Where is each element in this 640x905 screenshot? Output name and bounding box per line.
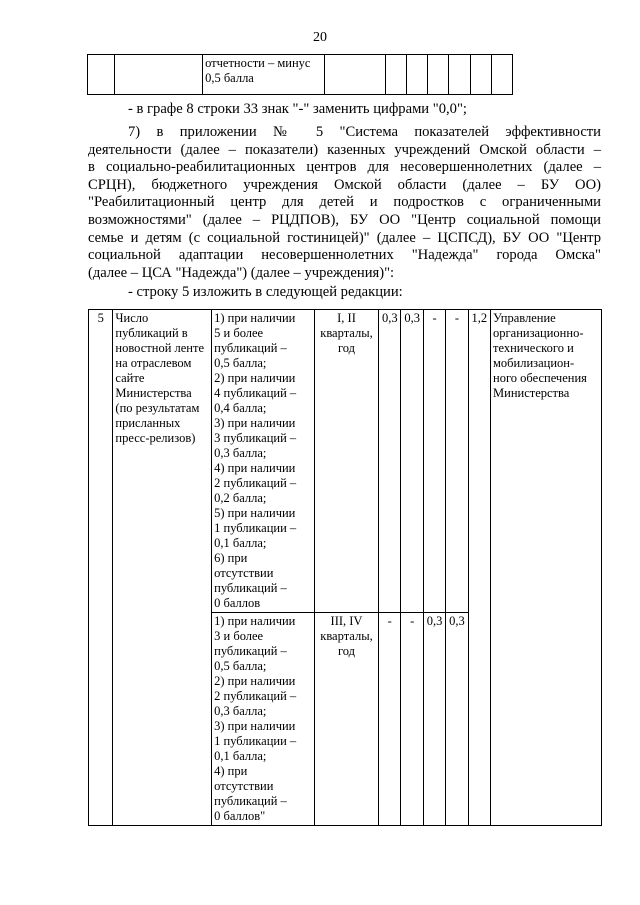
- text-line: 3) при наличии: [214, 416, 296, 430]
- text-line: 1) при наличии: [214, 614, 296, 628]
- text-line: III, IV: [330, 614, 363, 628]
- value-cell: -: [446, 310, 468, 613]
- text-line: СРЦН), бюджетного учреждения Омской области (далее – БУ ОО): [88, 176, 601, 193]
- paragraph-replace-sign: - в графе 8 строки 33 знак "-" заменить цифрами "0,0";: [128, 101, 467, 117]
- text-line: 3 и более: [214, 629, 264, 643]
- text-line: организационно-: [493, 326, 584, 340]
- table-cell-criteria: [203, 55, 325, 95]
- text-line: 7) в приложении № 5 "Система показателей эффективности: [128, 124, 601, 140]
- weight-cell: [468, 310, 490, 826]
- text-line: публикаций –: [214, 581, 287, 595]
- text-line: год: [337, 341, 356, 355]
- text-line: 4) при наличии: [214, 461, 296, 475]
- paragraph-appendix-5: [88, 124, 601, 282]
- text-line: пресс-релизов): [115, 431, 196, 445]
- text-line: ного обеспечения: [493, 371, 587, 385]
- criteria-cell: [212, 613, 315, 826]
- indicator-name-cell: [113, 310, 212, 826]
- text-line: публикаций –: [214, 341, 287, 355]
- text-line: публикаций –: [214, 644, 287, 658]
- criteria-cell: [212, 310, 315, 613]
- period-cell: [314, 310, 378, 613]
- text-line: социальной адаптации несовершеннолетних "Надежда" города Омска": [88, 247, 601, 264]
- text-line: 2 публикаций –: [214, 689, 297, 703]
- text-line: мобилизацион-: [493, 356, 575, 370]
- text-line: присланных: [115, 416, 181, 430]
- text-line: возможностями" (далее – РЦДПОВ), БУ ОО "Центр социальной помощи: [88, 211, 601, 228]
- text-line: отсутствии: [214, 566, 274, 580]
- text-line: семье и детям (с социальной гостиницей)" (далее – ЦСПСД), БУ ОО "Центр: [88, 229, 601, 246]
- table-cell: [406, 55, 427, 95]
- page-number: 20: [313, 30, 327, 45]
- text-line: 0,5 балла;: [214, 356, 267, 370]
- text-line: 6) при: [214, 551, 248, 565]
- weight-value: 1,2: [471, 311, 488, 325]
- text-line: 5 и более: [214, 326, 264, 340]
- table-cell: [325, 55, 386, 95]
- text-line: I, II: [337, 311, 356, 325]
- text-line: кварталы,: [320, 629, 373, 643]
- text-line: 0,1 балла;: [214, 749, 267, 763]
- text-line: "Реабилитационный центр для детей и подростков с ограниченными: [88, 194, 601, 211]
- text-line: 2 публикаций –: [214, 476, 297, 490]
- value-cell: 0,3: [379, 310, 401, 613]
- table-cell: [115, 55, 203, 95]
- row-number: 5: [97, 311, 104, 325]
- text-line: 5) при наличии: [214, 506, 296, 520]
- text-line: 0,5 балла: [205, 71, 254, 85]
- text-line: 1 публикации –: [214, 734, 297, 748]
- text-line: 0,1 балла;: [214, 536, 267, 550]
- text-line: 4 публикаций –: [214, 386, 297, 400]
- indicator-table: [88, 309, 602, 826]
- text-line: 3 публикаций –: [214, 431, 297, 445]
- text-line: 0,3 балла;: [214, 446, 267, 460]
- period-cell: [314, 613, 378, 826]
- text-line: 0,4 балла;: [214, 401, 267, 415]
- text-line: деятельности (далее – показатели) казенных учреждений Омской области –: [88, 141, 601, 158]
- value-cell: 0,3: [446, 613, 468, 826]
- table-row: [89, 310, 602, 613]
- previous-table-fragment: [87, 54, 513, 95]
- value-cell: -: [379, 613, 401, 826]
- row-number-cell: [89, 310, 113, 826]
- text-line: Министерства: [115, 386, 192, 400]
- value-cell: -: [423, 310, 445, 613]
- text-line: (далее – ЦСА "Надежда") (далее – учреждения)":: [88, 264, 395, 281]
- text-line: 1) при наличии: [214, 311, 296, 325]
- table-cell: [449, 55, 470, 95]
- table-cell: [470, 55, 491, 95]
- text-line: в социально-реабилитационных центров для несовершеннолетних (далее –: [88, 159, 601, 176]
- text-line: новостной ленте: [115, 341, 204, 355]
- text-line: год: [337, 644, 356, 658]
- text-line: сайте: [115, 371, 145, 385]
- text-line: 4) при: [214, 764, 248, 778]
- text-line: публикаций в: [115, 326, 188, 340]
- value-cell: 0,3: [401, 310, 423, 613]
- text-line: 3) при наличии: [214, 719, 296, 733]
- value-cell: 0,3: [423, 613, 445, 826]
- table-cell: [428, 55, 449, 95]
- text-line: 0 баллов: [214, 596, 261, 610]
- table-cell: [491, 55, 512, 95]
- text-line: 0,3 балла;: [214, 704, 267, 718]
- text-line: отсутствии: [214, 779, 274, 793]
- text-line: отчетности – минус: [205, 56, 311, 70]
- text-line: 0,5 балла;: [214, 659, 267, 673]
- table-cell: [385, 55, 406, 95]
- text-line: Министерства: [493, 386, 570, 400]
- text-line: кварталы,: [320, 326, 373, 340]
- text-line: Управление: [493, 311, 556, 325]
- text-line: технического и: [493, 341, 574, 355]
- value-cell: -: [401, 613, 423, 826]
- text-line: 0 баллов": [214, 809, 266, 823]
- responsible-cell: [491, 310, 602, 826]
- text-line: публикаций –: [214, 794, 287, 808]
- text-line: (по результатам: [115, 401, 200, 415]
- text-line: 1 публикации –: [214, 521, 297, 535]
- text-line: на отраслевом: [115, 356, 192, 370]
- text-line: 0,2 балла;: [214, 491, 267, 505]
- text-line: 2) при наличии: [214, 371, 296, 385]
- table-cell: [88, 55, 115, 95]
- paragraph-row-5-instruction: - строку 5 изложить в следующей редакции:: [128, 284, 403, 300]
- text-line: Число: [115, 311, 149, 325]
- text-line: 2) при наличии: [214, 674, 296, 688]
